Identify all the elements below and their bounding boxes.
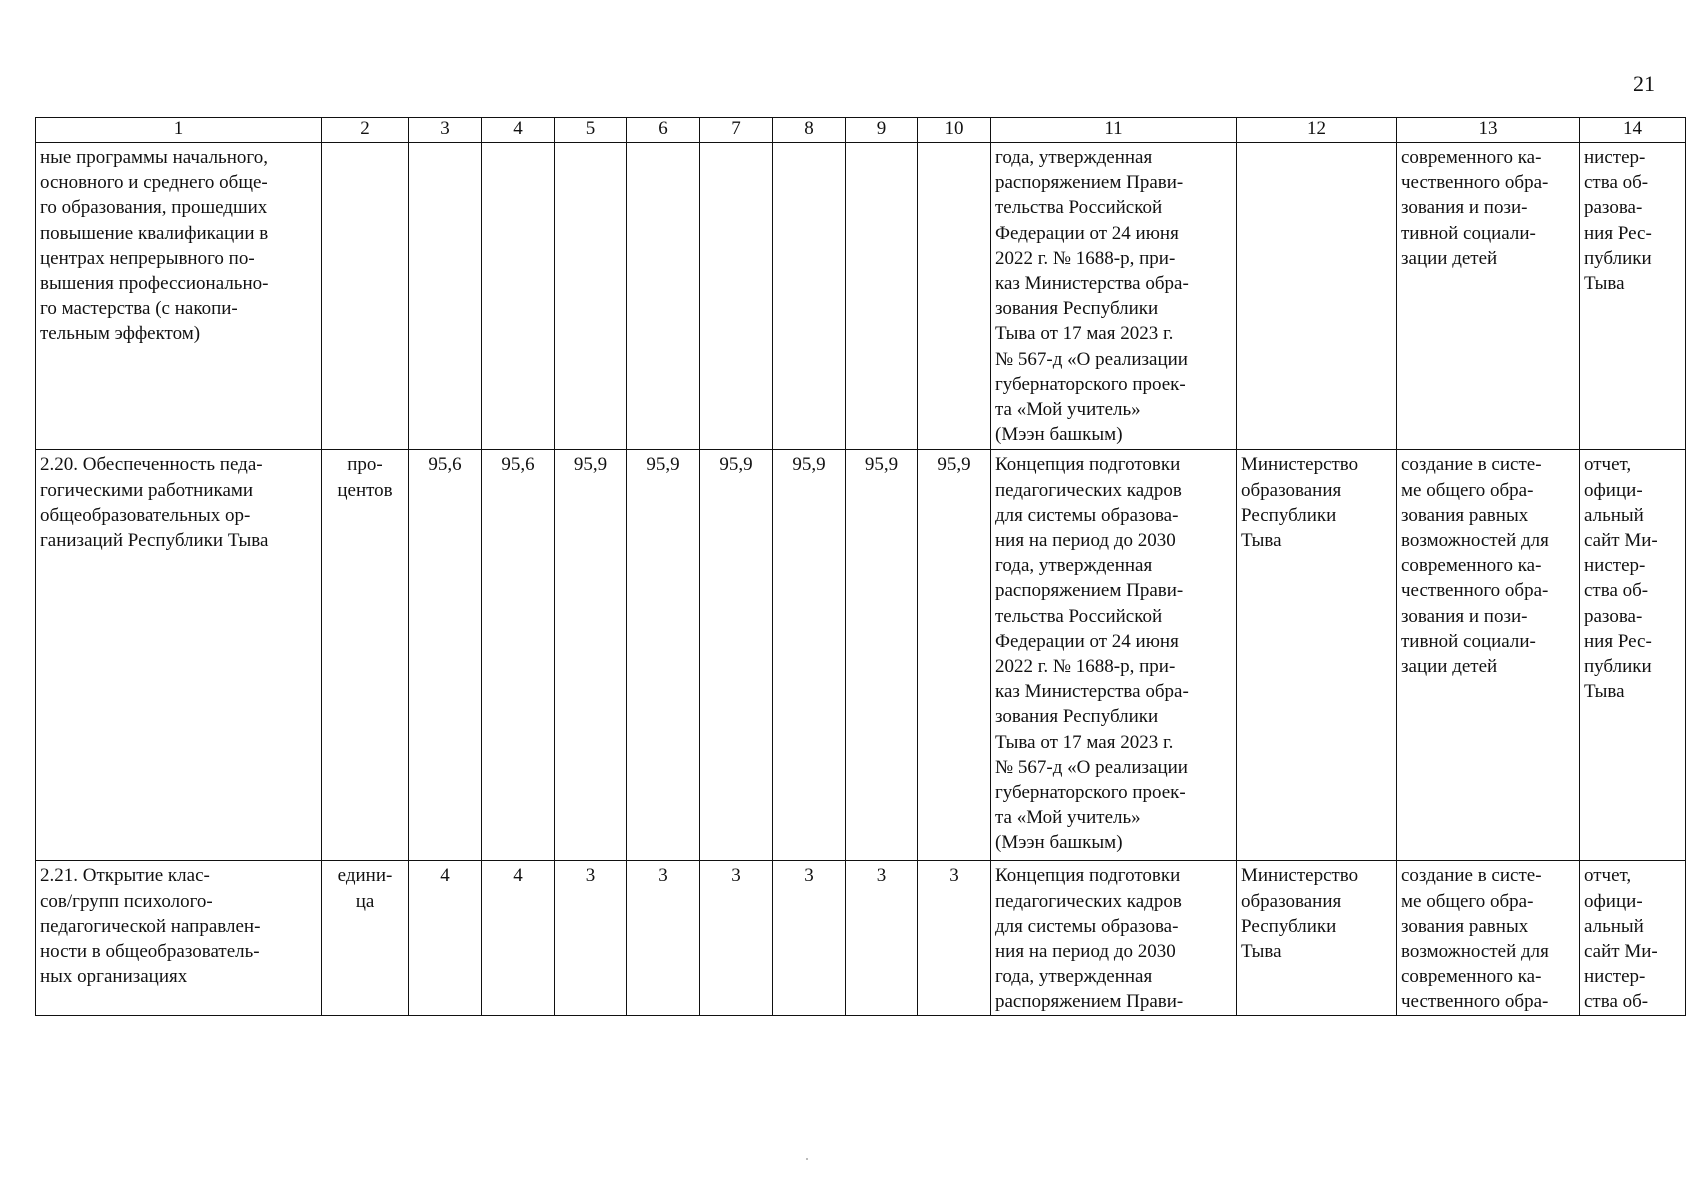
value-cell (846, 143, 918, 450)
value-cell (773, 143, 846, 450)
value-cell: 95,6 (482, 450, 555, 861)
column-header-9: 9 (846, 118, 918, 143)
responsible-cell: Министерство образования Республики Тыва (1237, 450, 1397, 861)
value-cell: 3 (700, 861, 773, 1016)
column-header-12: 12 (1237, 118, 1397, 143)
unit-cell: едини- ца (322, 861, 409, 1016)
column-header-8: 8 (773, 118, 846, 143)
column-header-7: 7 (700, 118, 773, 143)
source-cell: нистер- ства об- разова- ния Рес- публики Тыва (1580, 143, 1686, 450)
column-header-4: 4 (482, 118, 555, 143)
result-text: создание в систе- ме общего обра- зования равных возможностей для современного ка- чественного обра- (1401, 865, 1549, 1013)
table-row (36, 861, 1686, 1016)
value-cell (627, 143, 700, 450)
header-row (36, 118, 1686, 143)
document-cell: Концепция подготовки педагогических кадров для системы образова- ния на период до 2030 года, утвержденная распоряжением Прави- тельства Российской Федерации от 24 июня 2022 г. № 1688-р, при- каз Министерства обра- зования Республики Тыва от 17 мая 2023 г. № 567-д «О реализации губернаторского проек- та «Мой учитель» (Мээн башкым) (991, 450, 1237, 861)
column-header-5: 5 (555, 118, 627, 143)
unit-cell: про- центов (322, 450, 409, 861)
column-header-13: 13 (1397, 118, 1580, 143)
scan-dot (806, 1158, 808, 1160)
column-header-2: 2 (322, 118, 409, 143)
page-number: 21 (1633, 71, 1655, 96)
table-row (36, 450, 1686, 861)
column-header-10: 10 (918, 118, 991, 143)
document-cell: года, утвержденная распоряжением Прави- тельства Российской Федерации от 24 июня 2022 г. № 1688-р, при- каз Министерства обра- зования Республики Тыва от 17 мая 2023 г. № 567-д «О реализации губернаторского проек- та «Мой учитель» (Мээн башкым) (991, 143, 1237, 450)
result-cell: создание в систе- ме общего обра- зования равных возможностей для современного ка- чественного обра- зования и пози- тивной социали- зации детей (1397, 450, 1580, 861)
column-header-1: 1 (36, 118, 322, 143)
value-cell: 95,9 (846, 450, 918, 861)
indicator-name: 2.21. Открытие клас- сов/групп психолого- педагогической направлен- ности в общеобразователь- ных организациях (36, 861, 322, 1016)
document-text: Концепция подготовки педагогических кадров для системы образова- ния на период до 2030 года, утвержденная распоряжением Прави- (995, 865, 1184, 1013)
result-cell: современного ка- чественного обра- зования и пози- тивной социали- зации детей (1397, 143, 1580, 450)
indicator-name: 2.20. Обеспеченность педа- гогическими работниками общеобразовательных ор- ганизаций Республики Тыва (36, 450, 322, 861)
value-cell (482, 143, 555, 450)
value-cell (918, 143, 991, 450)
responsible-cell: Министерство образования Республики Тыва (1237, 861, 1397, 1016)
value-cell: 95,9 (627, 450, 700, 861)
value-cell: 95,9 (773, 450, 846, 861)
value-cell (555, 143, 627, 450)
value-cell: 3 (846, 861, 918, 1016)
value-cell: 3 (627, 861, 700, 1016)
result-cell (1397, 861, 1580, 1016)
value-cell: 95,9 (700, 450, 773, 861)
value-cell: 4 (482, 861, 555, 1016)
responsible-cell (1237, 143, 1397, 450)
indicator-name: ные программы начального, основного и среднего обще- го образования, прошедших повышение квалификации в центрах непрерывного по- вышения профессионально- го мастерства (с накопи- тельным эффектом) (36, 143, 322, 450)
value-cell: 95,9 (918, 450, 991, 861)
column-header-14: 14 (1580, 118, 1686, 143)
value-cell: 3 (773, 861, 846, 1016)
source-cell (1580, 861, 1686, 1016)
value-cell: 3 (918, 861, 991, 1016)
indicators-table (35, 117, 1686, 1016)
unit-cell (322, 143, 409, 450)
source-text: отчет, офици- альный сайт Ми- нистер- ства об- (1584, 865, 1658, 1013)
value-cell: 4 (409, 861, 482, 1016)
value-cell: 3 (555, 861, 627, 1016)
value-cell: 95,9 (555, 450, 627, 861)
document-cell (991, 861, 1237, 1016)
value-cell (700, 143, 773, 450)
value-cell (409, 143, 482, 450)
column-header-6: 6 (627, 118, 700, 143)
source-cell: отчет, офици- альный сайт Ми- нистер- ства об- разова- ния Рес- публики Тыва (1580, 450, 1686, 861)
table-row (36, 143, 1686, 450)
column-header-3: 3 (409, 118, 482, 143)
column-header-11: 11 (991, 118, 1237, 143)
value-cell: 95,6 (409, 450, 482, 861)
